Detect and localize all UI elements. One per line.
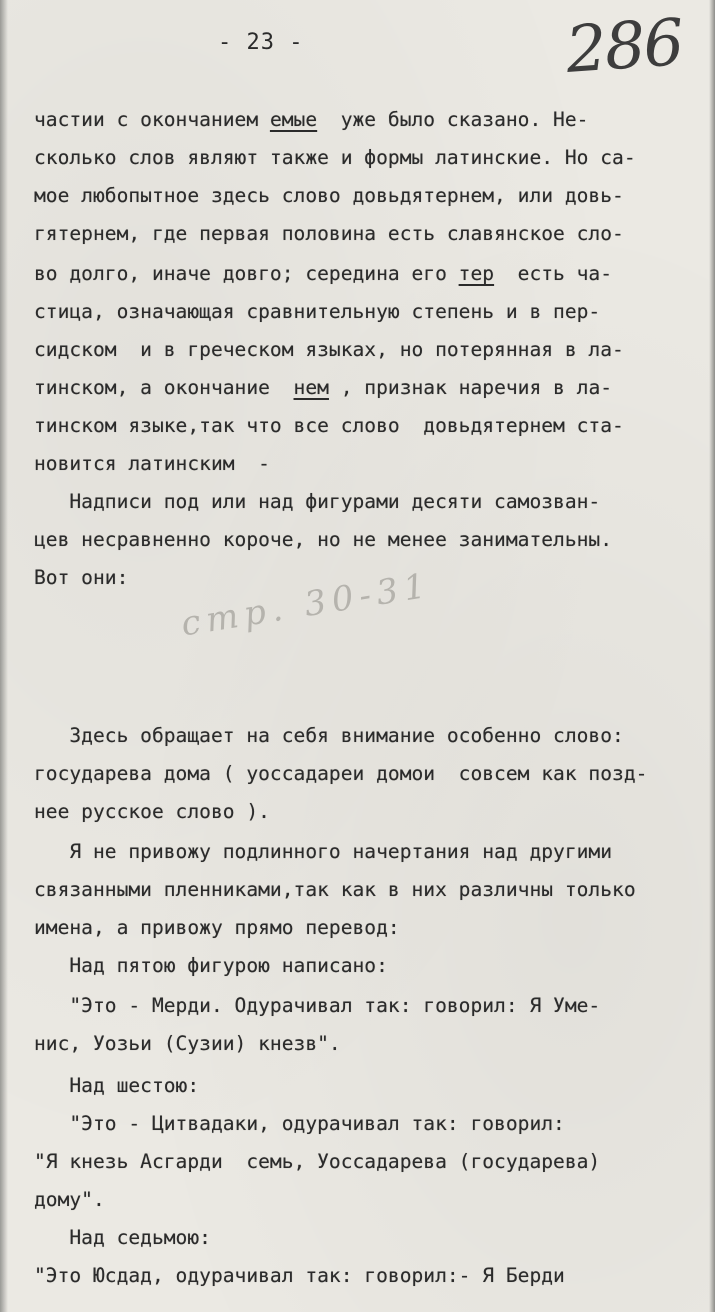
text-line: "Это - Цитвадаки, одурачивал так: говорил: <box>34 1112 565 1135</box>
text-line: государева дома ( уоссадареи домои совсем как позд- <box>34 762 648 785</box>
text-line: Я не привожу подлинного начертания над другими <box>34 840 613 863</box>
text-line: гятернем, где первая половина есть славянское сло- <box>34 222 624 245</box>
text-line: мое любопытное здесь слово довьдятернем, или довь- <box>34 184 624 207</box>
text-line: нее русское слово ). <box>34 800 270 823</box>
archive-page-number: 286 <box>563 6 685 88</box>
underlined-word: тер <box>458 262 495 285</box>
text-line: "Я кнезь Асгарди семь, Уоссадарева (государева) <box>34 1150 601 1173</box>
text-line: Над пятою фигурою написано: <box>34 954 388 977</box>
text-line: сидском и в греческом языках, но потерянная в ла- <box>34 338 624 361</box>
text-line: новится латинским - <box>34 452 270 475</box>
scan-edge-right <box>709 0 715 1312</box>
pencil-annotation: стр. 30-31 <box>178 565 435 645</box>
scan-edge-left <box>0 0 8 1312</box>
text-line: Здесь обращает на себя внимание особенно слово: <box>34 724 624 747</box>
text-line: Надписи под или над фигурами десяти самозван- <box>34 490 601 513</box>
text-line: во долго, иначе довго; середина его тер есть ча- <box>34 262 613 285</box>
text-line: дому". <box>34 1188 105 1211</box>
underlined-word: нем <box>293 376 329 399</box>
text-line: цев несравненно короче, но не менее занимательны. <box>34 528 613 551</box>
text-line: частии с окончанием емые уже было сказано. Не- <box>34 108 589 131</box>
text-line: "Это Юсдад, одурачивал так: говорил:- Я Берди <box>34 1264 565 1287</box>
text-line: Над седьмою: <box>34 1226 211 1249</box>
underlined-word: емые <box>269 108 318 131</box>
text-line: сколько слов являют также и формы латинские. Но са- <box>34 146 636 169</box>
text-line: связанными пленниками,так как в них различны только <box>34 878 636 901</box>
text-line: Над шестою: <box>34 1074 200 1097</box>
text-line: стица, означающая сравнительную степень и в пер- <box>34 300 601 323</box>
text-line: тинском языке,так что все слово довьдятернем ста- <box>34 414 624 437</box>
text-line: имена, а привожу прямо перевод: <box>34 916 400 939</box>
text-line: Вот они: <box>34 566 129 589</box>
text-line: нис, Уозьи (Сузии) кнезв". <box>34 1032 341 1055</box>
text-line: "Это - Мерди. Одурачивал так: говорил: Я Уме- <box>34 994 601 1017</box>
page-number: - 23 - <box>218 30 304 55</box>
text-line: тинском, а окончание нем , признак наречия в ла- <box>34 376 613 399</box>
